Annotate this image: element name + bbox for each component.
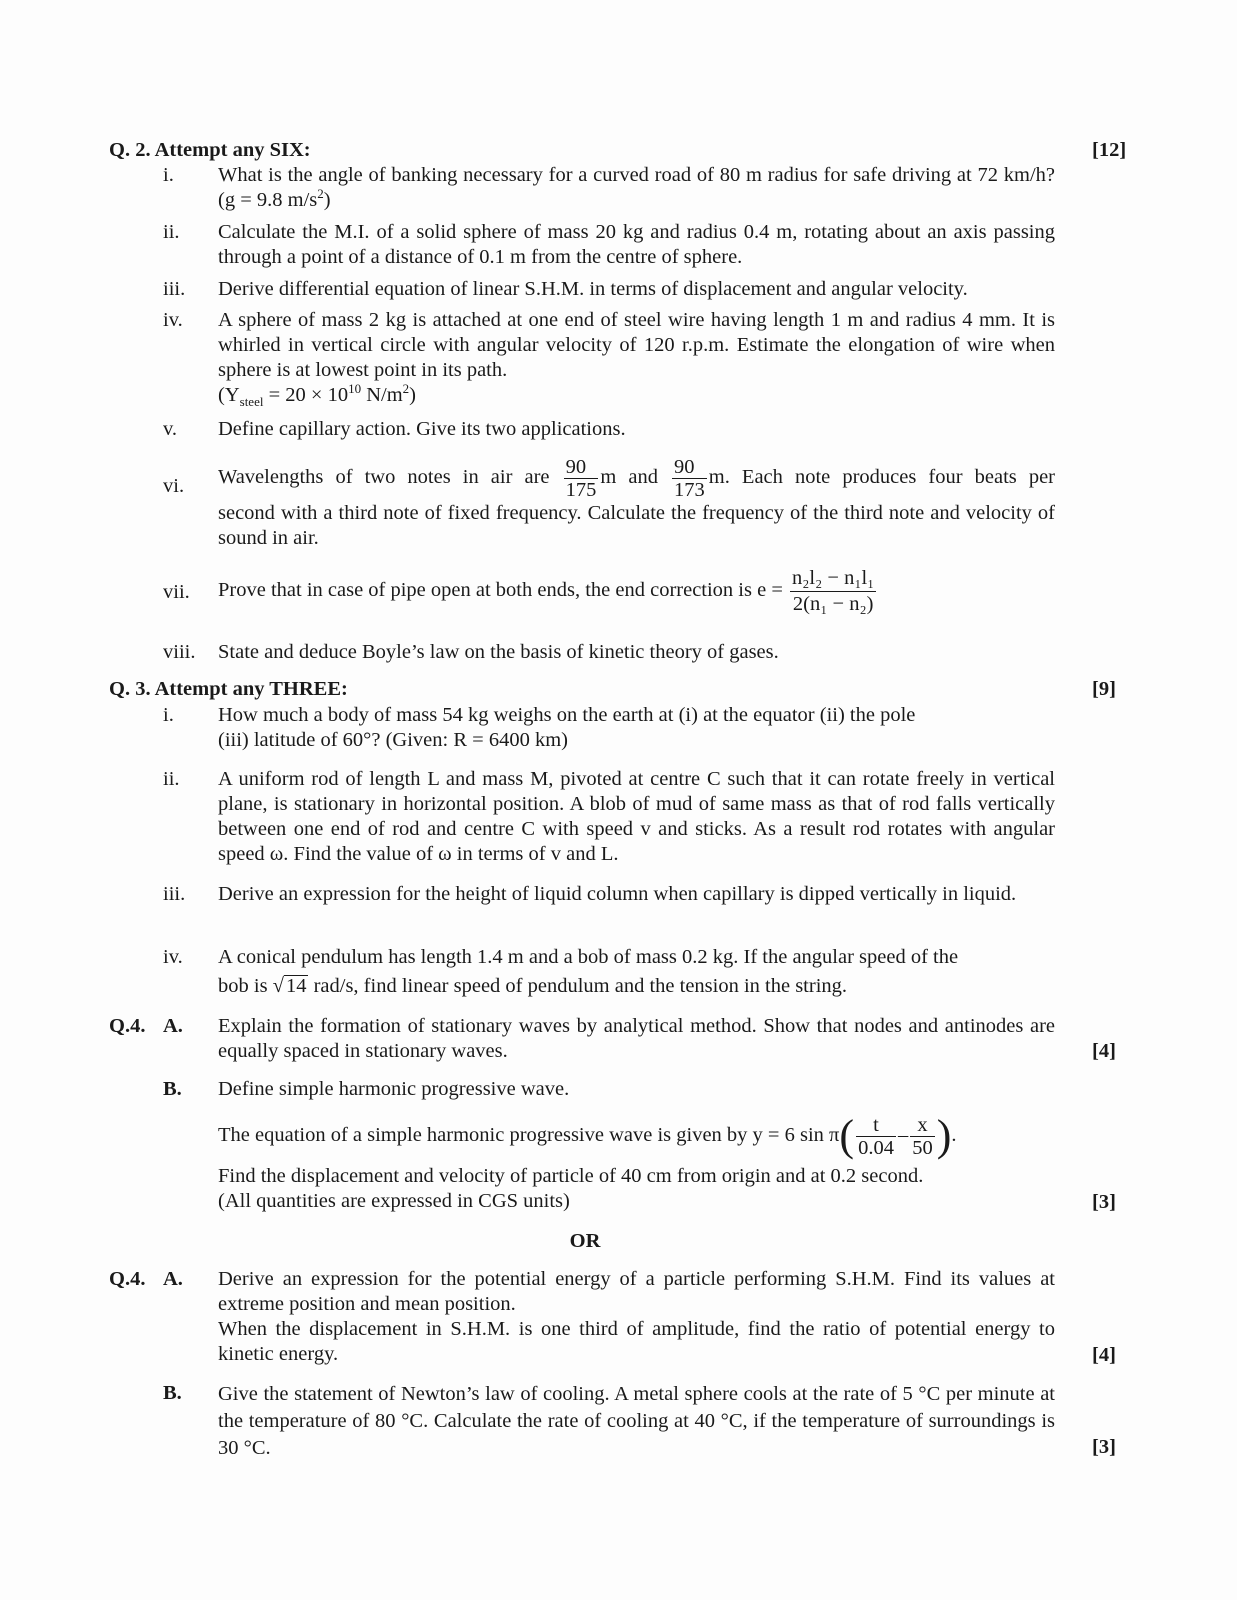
wavelength-2-num: 90 bbox=[672, 456, 707, 479]
q2-item-1-num: i. bbox=[163, 164, 174, 186]
q2-item-1-text: What is the angle of banking necessary for a curved road of 80 m radius for safe driving at 72 km/h? (g = 9.8 $m/s^2$) bbox=[218, 164, 1055, 211]
q4-b-marks: [3] bbox=[1092, 1191, 1116, 1213]
q2-item-7-text bbox=[218, 566, 1055, 617]
q4-b-label: B. bbox=[163, 1078, 182, 1100]
wavelength-2-den: 173 bbox=[674, 478, 705, 501]
t-den: 0.04 bbox=[858, 1136, 894, 1159]
q4alt-b-label: B. bbox=[163, 1382, 182, 1404]
x-num: x bbox=[910, 1114, 935, 1137]
q4alt-a-marks: [4] bbox=[1092, 1344, 1116, 1366]
q4alt-a-text bbox=[218, 1267, 1055, 1367]
ysteel-exp: 10 bbox=[348, 381, 362, 397]
q2-item-7-num: vii. bbox=[163, 581, 190, 603]
q3-item-2-num: ii. bbox=[163, 768, 180, 790]
ysteel-y: (Y bbox=[218, 384, 240, 406]
q2-item-4-text bbox=[218, 308, 1055, 408]
sqrt-14: 14 bbox=[285, 975, 307, 997]
q4-a-label: A. bbox=[163, 1015, 183, 1037]
ysteel-unit: N/m bbox=[361, 384, 403, 406]
q2-item-6-mid: m and bbox=[600, 466, 658, 488]
wavelength-1-num: 90 bbox=[564, 456, 599, 479]
q3-item-1-num: i. bbox=[163, 704, 174, 726]
q3-item-1-body2: (iii) latitude of 60°? (Given: R = 6400 km) bbox=[218, 729, 568, 751]
q2-item-8-num: viii. bbox=[163, 641, 196, 663]
q3-marks: [9] bbox=[1092, 678, 1116, 700]
q2-marks: [12] bbox=[1092, 139, 1127, 161]
end-correction-den: 2(n₁ − n₂) bbox=[792, 593, 874, 615]
q2-title: Attempt any SIX: bbox=[154, 139, 311, 161]
q3-heading bbox=[109, 677, 348, 702]
q3-item-4-rest: rad/s, find linear speed of pendulum and the tension in the string. bbox=[308, 975, 848, 997]
q2-item-5-text: Define capillary action. Give its two applications. bbox=[218, 418, 626, 440]
ysteel-close: ) bbox=[409, 384, 416, 406]
q3-item-4-num: iv. bbox=[163, 946, 183, 968]
q2-item-5-num: v. bbox=[163, 418, 178, 440]
ysteel-value: = 20 × 10 bbox=[263, 384, 349, 406]
q2-item-8-text: State and deduce Boyle’s law on the basis of kinetic theory of gases. bbox=[218, 641, 779, 663]
q2-item-6-text bbox=[218, 455, 1055, 551]
or-separator: OR bbox=[569, 1230, 601, 1252]
end-correction-num: n₂l₂ − n₁l₁ bbox=[790, 566, 876, 592]
q4-b-text: Define simple harmonic progressive wave. The equation of a simple harmonic progressive wave is given by y = 6 sin π( $\frac{t}{0.04}$ – $\frac{x}{50}$ ). Find the displacement and velocity of particle of 40 cm from origin and at 0.2 second. (All quantities are expressed in CGS units) bbox=[218, 1077, 1055, 1214]
wavelength-1-fraction bbox=[564, 456, 599, 501]
q3-item-3-num: iii. bbox=[163, 883, 186, 905]
q4-a-marks: [4] bbox=[1092, 1040, 1116, 1062]
q3-item-3-text: Derive an expression for the height of liquid column when capillary is dipped vertically in liquid. bbox=[218, 883, 1017, 905]
q2-item-6-num: vi. bbox=[163, 475, 185, 497]
q4-b-find: Find the displacement and velocity of particle of 40 cm from origin and at 0.2 second. bbox=[218, 1165, 924, 1187]
q2-item-4-formula: ($Y_{steel} = 20 \times 10^{10}$ $N/m^2$) bbox=[218, 381, 416, 410]
q4-label: Q.4. bbox=[109, 1015, 146, 1037]
q3-item-2-text: A uniform rod of length L and mass M, pivoted at centre C such that it can rotate freely in vertical plane, is stationary in horizontal position. A blob of mud of same mass as that of rod falls vertically between one end of rod and centre C with speed v and sticks. As a result rod rotates with angular speed ω. Find the value of ω in terms of v and L. bbox=[218, 768, 1055, 865]
q4-b-units: (All quantities are expressed in CGS units) bbox=[218, 1190, 570, 1212]
q2-item-3-text: Derive differential equation of linear S.H.M. in terms of displacement and angular velocity. bbox=[218, 278, 968, 300]
end-correction-fraction bbox=[790, 566, 876, 617]
q3-item-1-text bbox=[218, 703, 1055, 753]
q3-item-4-text: A conical pendulum has length 1.4 m and a bob of mass 0.2 kg. If the angular speed of the bob is √14 rad/s, find linear speed of pendulum and the tension in the string. bbox=[218, 945, 1055, 999]
q4alt-b-marks: [3] bbox=[1092, 1436, 1116, 1458]
q3-item-1-body: How much a body of mass 54 kg weighs on the earth at (i) at the equator (ii) the pole bbox=[218, 704, 916, 726]
wavelength-2-fraction bbox=[672, 456, 707, 501]
q2-item-4-body: A sphere of mass 2 kg is attached at one end of steel wire having length 1 m and radius 4 mm. It is whirled in vertical circle with angular velocity of 120 r.p.m. Estimate the elongation of wire when sphere is at lowest point in its path. bbox=[218, 309, 1055, 381]
t-fraction bbox=[856, 1114, 896, 1159]
wavelength-1-den: 175 bbox=[565, 478, 597, 501]
q2-item-1-body: What is the angle of banking necessary for a curved road of 80 m radius for safe driving at 72 km/h? (g = 9.8 m/s bbox=[218, 164, 1055, 211]
q2-item-3-num: iii. bbox=[163, 278, 186, 300]
q4-b-equation-text: The equation of a simple harmonic progressive wave is given by y = 6 sin π bbox=[218, 1124, 840, 1146]
q2-item-2-text: Calculate the M.I. of a solid sphere of mass 20 kg and radius 0.4 m, rotating about an axis passing through a point of a distance of 0.1 m from the centre of sphere. bbox=[218, 221, 1055, 268]
q3-item-4-bob-is: bob is bbox=[218, 975, 268, 997]
q3-label: Q. 3. bbox=[109, 678, 151, 700]
q2-item-1-tail: ) bbox=[323, 189, 331, 211]
q2-item-7-body: Prove that in case of pipe open at both ends, the end correction is e = bbox=[218, 579, 783, 602]
q2-item-2-num: ii. bbox=[163, 221, 180, 243]
q4-b-define: Define simple harmonic progressive wave. bbox=[218, 1078, 570, 1100]
q2-heading bbox=[109, 138, 311, 163]
q4alt-b-text: Give the statement of Newton’s law of cooling. A metal sphere cools at the rate of 5 °C per minute at the temperature of 80 °C. Calculate the rate of cooling at 40 °C, if the temperature of surroundings is 30 °C. bbox=[218, 1383, 1055, 1459]
t-num: t bbox=[856, 1114, 896, 1137]
x-den: 50 bbox=[912, 1136, 933, 1159]
q2-item-6-part-c: second with a third note of fixed frequency. Calculate the frequency of the third note and velocity of sound in air. bbox=[218, 501, 1055, 549]
q4alt-a-body1: Derive an expression for the potential energy of a particle performing S.H.M. Find its values at extreme position and mean position. bbox=[218, 1268, 1055, 1315]
q3-item-4-body: A conical pendulum has length 1.4 m and a bob of mass 0.2 kg. If the angular speed of the bbox=[218, 946, 959, 968]
q4alt-a-body2: When the displacement in S.H.M. is one third of amplitude, find the ratio of potential energy to kinetic energy. bbox=[218, 1318, 1055, 1365]
q3-title: Attempt any THREE: bbox=[154, 678, 348, 700]
q2-item-4-num: iv. bbox=[163, 309, 183, 331]
q2-label: Q. 2. bbox=[109, 139, 151, 161]
left-paren: ( bbox=[839, 1111, 855, 1161]
x-fraction bbox=[910, 1114, 935, 1159]
q4alt-a-label: A. bbox=[163, 1268, 183, 1290]
q2-item-6-part-b: m. Each note produces four beats per bbox=[708, 466, 1055, 488]
q2-item-6-part-a: Wavelengths of two notes in air are bbox=[218, 466, 550, 488]
q4alt-label: Q.4. bbox=[109, 1268, 146, 1290]
q4-a-text: Explain the formation of stationary waves by analytical method. Show that nodes and antinodes are equally spaced in stationary waves. bbox=[218, 1015, 1055, 1062]
ysteel-sub: steel bbox=[239, 394, 264, 410]
right-paren: ) bbox=[936, 1111, 952, 1161]
